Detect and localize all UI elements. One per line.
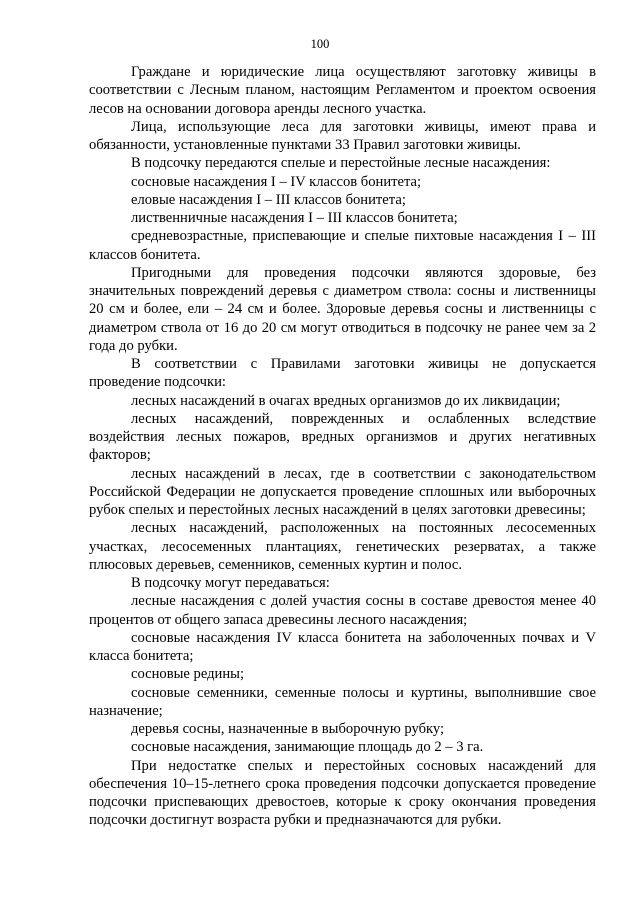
list-item: лесных насаждений в лесах, где в соответствии с законодательством Российской Федерации не допускается проведение сплошных или выборочных рубок спелых и перестойных лесных насаждений в целях заготовки древесины; <box>89 465 596 518</box>
paragraph: Лица, использующие леса для заготовки живицы, имеют права и обязанности, установленные пунктами 33 Правил заготовки живицы. <box>89 118 596 153</box>
list-item: лесных насаждений, расположенных на постоянных лесосеменных участках, лесосеменных плантациях, генетических резерватах, а также плюсовых деревьев, семенников, семенных куртин и полос. <box>89 520 596 573</box>
paragraph: В соответствии с Правилами заготовки живицы не допускается проведение подсочки: <box>89 356 596 391</box>
list-item: сосновые семенники, семенные полосы и куртины, выполнившие свое назначение; <box>89 684 596 719</box>
page-number: 100 <box>310 37 330 51</box>
paragraph: Пригодными для проведения подсочки являются здоровые, без значительных повреждений деревья с диаметром ствола: сосны и лиственницы 20 см и более, ели – 24 см и более. Здоровые деревья сосны и лиственницы с диаметром ствола от 16 до 20 см могут отводиться в подсочку не ранее чем за 2 года до рубки. <box>89 264 596 354</box>
list-item: средневозрастные, приспевающие и спелые пихтовые насаждения I – III классов бонитета. <box>89 228 596 263</box>
paragraph: В подсочку могут передаваться: <box>131 575 330 591</box>
list-item: лиственничные насаждения I – III классов бонитета; <box>131 210 458 226</box>
list-item: лесных насаждений в очагах вредных организмов до их ликвидации; <box>131 392 561 409</box>
list-item: деревья сосны, назначенные в выборочную рубку; <box>131 721 445 737</box>
list-item: сосновые насаждения, занимающие площадь до 2 – 3 га. <box>131 739 484 756</box>
paragraph: При недостатке спелых и перестойных сосновых насаждений для обеспечения 10–15-летнего срока проведения подсочки допускается проведение подсочки приспевающих древостоев, которые к сроку окончания проведения подсочки достигнут возраста рубки и предназначаются для рубки. <box>89 757 596 829</box>
list-item: еловые насаждения I – III классов бонитета; <box>131 191 406 208</box>
list-item: лесные насаждения с долей участия сосны в составе древостоя менее 40 процентов от общего запаса древесины лесного насаждения; <box>89 593 596 628</box>
list-item: сосновые насаждения IV класса бонитета на заболоченных почвах и V класса бонитета; <box>89 629 596 664</box>
list-item: сосновые редины; <box>131 666 245 683</box>
paragraph: В подсочку передаются спелые и перестойные лесные насаждения: <box>131 155 551 172</box>
document-body <box>89 63 596 830</box>
list-item: сосновые насаждения I – IV классов бонитета; <box>131 173 422 190</box>
list-item: лесных насаждений, поврежденных и ослабленных вследствие воздействия лесных пожаров, вредных организмов и других негативных факторов; <box>89 410 596 464</box>
paragraph: Граждане и юридические лица осуществляют заготовку живицы в соответствии с Лесным планом, настоящим Регламентом и проектом освоения лесов на основании договора аренды лесного участка. <box>89 64 596 117</box>
